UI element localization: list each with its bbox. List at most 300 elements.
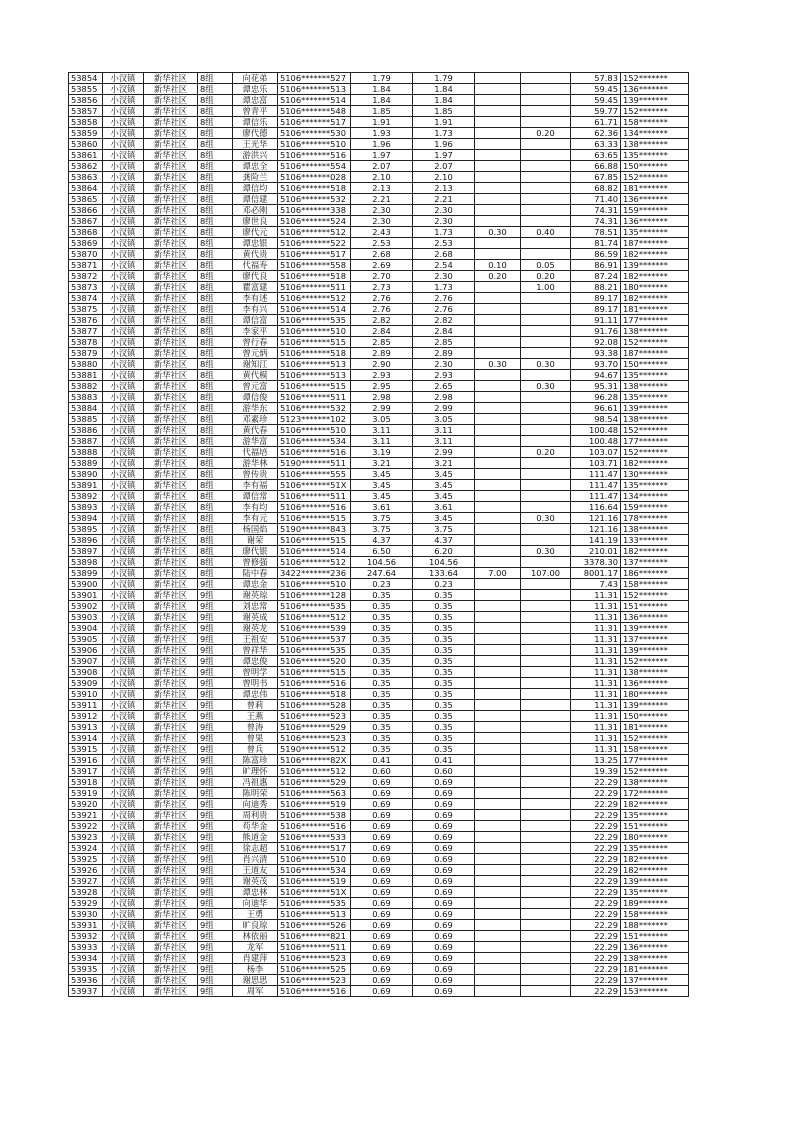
cell-group: 8组 <box>198 249 233 260</box>
cell-area-a: 0.69 <box>413 777 475 788</box>
cell-group: 9组 <box>198 909 233 920</box>
cell-phone-number: 152******* <box>621 447 689 458</box>
cell-phone-number: 181******* <box>621 183 689 194</box>
cell-town: 小汊镇 <box>103 557 144 568</box>
cell-community: 新华社区 <box>144 964 198 975</box>
cell-town: 小汊镇 <box>103 799 144 810</box>
cell-area-a: 0.69 <box>413 931 475 942</box>
cell-area-c <box>521 755 571 766</box>
cell-total-area: 1.79 <box>351 73 413 84</box>
cell-phone-number: 135******* <box>621 392 689 403</box>
cell-id-number: 5106*******519 <box>278 876 351 887</box>
cell-phone-number: 137******* <box>621 557 689 568</box>
cell-town: 小汊镇 <box>103 271 144 282</box>
cell-id-number: 5106*******515 <box>278 513 351 524</box>
cell-community: 新华社区 <box>144 678 198 689</box>
cell-total-area: 2.98 <box>351 392 413 403</box>
cell-area-c <box>521 216 571 227</box>
cell-area-c <box>521 436 571 447</box>
cell-area-c <box>521 458 571 469</box>
cell-town: 小汊镇 <box>103 887 144 898</box>
cell-row-number: 53903 <box>69 612 103 623</box>
cell-community: 新华社区 <box>144 700 198 711</box>
cell-id-number: 5106*******554 <box>278 161 351 172</box>
cell-row-number: 53923 <box>69 832 103 843</box>
table-row <box>69 337 689 348</box>
cell-phone-number: 134******* <box>621 491 689 502</box>
cell-total-area: 0.35 <box>351 590 413 601</box>
table-row <box>69 227 689 238</box>
cell-area-b <box>475 469 521 480</box>
cell-area-c <box>521 931 571 942</box>
cell-town: 小汊镇 <box>103 238 144 249</box>
cell-area-b <box>475 337 521 348</box>
cell-row-number: 53913 <box>69 722 103 733</box>
cell-area-b <box>475 370 521 381</box>
cell-area-c <box>521 238 571 249</box>
cell-community: 新华社区 <box>144 535 198 546</box>
cell-person-name: 冯祖惠 <box>233 777 278 788</box>
cell-area-a: 6.20 <box>413 546 475 557</box>
cell-area-c <box>521 865 571 876</box>
table-row <box>69 414 689 425</box>
cell-row-number: 53907 <box>69 656 103 667</box>
cell-total-area: 2.68 <box>351 249 413 260</box>
cell-person-name: 谢英茂 <box>233 876 278 887</box>
cell-subsidy-amount: 86.91 <box>571 260 621 271</box>
cell-person-name: 谭信俊 <box>233 392 278 403</box>
cell-phone-number: 181******* <box>621 304 689 315</box>
cell-person-name: 龚险兰 <box>233 172 278 183</box>
cell-area-b <box>475 964 521 975</box>
cell-community: 新华社区 <box>144 469 198 480</box>
cell-id-number: 5106*******524 <box>278 216 351 227</box>
cell-area-c <box>521 876 571 887</box>
cell-area-c <box>521 150 571 161</box>
cell-town: 小汊镇 <box>103 458 144 469</box>
table-row <box>69 667 689 678</box>
cell-group: 9组 <box>198 931 233 942</box>
cell-area-b <box>475 139 521 150</box>
table-row <box>69 766 689 777</box>
cell-row-number: 53863 <box>69 172 103 183</box>
cell-phone-number: 137******* <box>621 975 689 986</box>
cell-total-area: 2.82 <box>351 315 413 326</box>
cell-area-c <box>521 733 571 744</box>
cell-area-b <box>475 436 521 447</box>
cell-area-c <box>521 942 571 953</box>
cell-area-c: 0.40 <box>521 227 571 238</box>
cell-total-area: 1.97 <box>351 150 413 161</box>
cell-group: 9组 <box>198 700 233 711</box>
cell-area-a: 0.35 <box>413 744 475 755</box>
cell-subsidy-amount: 88.21 <box>571 282 621 293</box>
table-row <box>69 722 689 733</box>
cell-total-area: 0.35 <box>351 667 413 678</box>
cell-town: 小汊镇 <box>103 711 144 722</box>
cell-area-b: 0.20 <box>475 271 521 282</box>
cell-phone-number: 136******* <box>621 942 689 953</box>
cell-area-b <box>475 348 521 359</box>
cell-town: 小汊镇 <box>103 612 144 623</box>
cell-total-area: 104.56 <box>351 557 413 568</box>
cell-id-number: 5106*******520 <box>278 656 351 667</box>
cell-phone-number: 136******* <box>621 84 689 95</box>
cell-town: 小汊镇 <box>103 579 144 590</box>
cell-town: 小汊镇 <box>103 865 144 876</box>
cell-area-b <box>475 744 521 755</box>
cell-subsidy-amount: 57.83 <box>571 73 621 84</box>
cell-phone-number: 139******* <box>621 403 689 414</box>
cell-town: 小汊镇 <box>103 854 144 865</box>
table-row <box>69 986 689 997</box>
cell-community: 新华社区 <box>144 601 198 612</box>
cell-phone-number: 158******* <box>621 579 689 590</box>
cell-town: 小汊镇 <box>103 491 144 502</box>
cell-row-number: 53912 <box>69 711 103 722</box>
cell-phone-number: 133******* <box>621 535 689 546</box>
cell-area-a: 2.98 <box>413 392 475 403</box>
cell-town: 小汊镇 <box>103 667 144 678</box>
cell-subsidy-amount: 22.29 <box>571 854 621 865</box>
cell-area-b: 7.00 <box>475 568 521 579</box>
table-row <box>69 491 689 502</box>
cell-town: 小汊镇 <box>103 634 144 645</box>
cell-row-number: 53860 <box>69 139 103 150</box>
cell-phone-number: 178******* <box>621 513 689 524</box>
cell-community: 新华社区 <box>144 799 198 810</box>
cell-community: 新华社区 <box>144 315 198 326</box>
cell-id-number: 5106*******515 <box>278 337 351 348</box>
cell-area-a: 0.69 <box>413 986 475 997</box>
cell-person-name: 杨李 <box>233 964 278 975</box>
cell-group: 9组 <box>198 832 233 843</box>
cell-phone-number: 177******* <box>621 755 689 766</box>
cell-community: 新华社区 <box>144 546 198 557</box>
cell-area-a: 3.05 <box>413 414 475 425</box>
cell-subsidy-amount: 89.17 <box>571 293 621 304</box>
cell-total-area: 0.35 <box>351 623 413 634</box>
table-row <box>69 843 689 854</box>
cell-subsidy-amount: 62.36 <box>571 128 621 139</box>
table-row <box>69 656 689 667</box>
cell-group: 9组 <box>198 722 233 733</box>
cell-person-name: 廖代德 <box>233 128 278 139</box>
table-row <box>69 271 689 282</box>
cell-group: 9组 <box>198 898 233 909</box>
cell-row-number: 53937 <box>69 986 103 997</box>
cell-group: 8组 <box>198 348 233 359</box>
cell-row-number: 53895 <box>69 524 103 535</box>
cell-row-number: 53901 <box>69 590 103 601</box>
cell-row-number: 53879 <box>69 348 103 359</box>
table-row <box>69 183 689 194</box>
cell-area-c <box>521 205 571 216</box>
cell-id-number: 5106*******555 <box>278 469 351 480</box>
cell-town: 小汊镇 <box>103 161 144 172</box>
cell-phone-number: 139******* <box>621 623 689 634</box>
cell-person-name: 谭信富 <box>233 315 278 326</box>
cell-phone-number: 139******* <box>621 700 689 711</box>
cell-phone-number: 152******* <box>621 425 689 436</box>
cell-group: 9组 <box>198 711 233 722</box>
cell-id-number: 5106*******51X <box>278 480 351 491</box>
cell-id-number: 5106*******510 <box>278 425 351 436</box>
cell-row-number: 53873 <box>69 282 103 293</box>
cell-id-number: 5106*******534 <box>278 865 351 876</box>
cell-group: 9组 <box>198 623 233 634</box>
cell-area-b <box>475 480 521 491</box>
cell-total-area: 2.21 <box>351 194 413 205</box>
cell-total-area: 2.30 <box>351 216 413 227</box>
cell-phone-number: 182******* <box>621 249 689 260</box>
table-row <box>69 898 689 909</box>
cell-group: 8组 <box>198 161 233 172</box>
cell-group: 8组 <box>198 535 233 546</box>
cell-person-name: 廖代元 <box>233 227 278 238</box>
cell-row-number: 53865 <box>69 194 103 205</box>
cell-area-c <box>521 953 571 964</box>
cell-row-number: 53877 <box>69 326 103 337</box>
cell-row-number: 53926 <box>69 865 103 876</box>
cell-group: 9组 <box>198 601 233 612</box>
cell-town: 小汊镇 <box>103 810 144 821</box>
cell-row-number: 53893 <box>69 502 103 513</box>
cell-total-area: 1.85 <box>351 106 413 117</box>
cell-total-area: 2.70 <box>351 271 413 282</box>
cell-area-b <box>475 304 521 315</box>
cell-row-number: 53905 <box>69 634 103 645</box>
cell-person-name: 李有均 <box>233 502 278 513</box>
cell-id-number: 5106*******514 <box>278 546 351 557</box>
cell-phone-number: 159******* <box>621 205 689 216</box>
cell-subsidy-amount: 59.45 <box>571 95 621 106</box>
table-row <box>69 469 689 480</box>
cell-area-c <box>521 315 571 326</box>
cell-id-number: 5106*******535 <box>278 315 351 326</box>
table-row <box>69 931 689 942</box>
cell-area-b <box>475 656 521 667</box>
cell-subsidy-amount: 91.76 <box>571 326 621 337</box>
cell-area-c <box>521 832 571 843</box>
cell-phone-number: 138******* <box>621 326 689 337</box>
cell-row-number: 53854 <box>69 73 103 84</box>
cell-group: 8组 <box>198 403 233 414</box>
cell-total-area: 2.84 <box>351 326 413 337</box>
cell-group: 8组 <box>198 447 233 458</box>
cell-row-number: 53861 <box>69 150 103 161</box>
table-row <box>69 502 689 513</box>
cell-group: 8组 <box>198 425 233 436</box>
cell-total-area: 0.69 <box>351 876 413 887</box>
cell-phone-number: 135******* <box>621 480 689 491</box>
cell-subsidy-amount: 22.29 <box>571 788 621 799</box>
cell-community: 新华社区 <box>144 447 198 458</box>
table-row <box>69 95 689 106</box>
cell-town: 小汊镇 <box>103 216 144 227</box>
cell-area-b <box>475 645 521 656</box>
cell-town: 小汊镇 <box>103 964 144 975</box>
table-row <box>69 249 689 260</box>
cell-id-number: 5106*******516 <box>278 986 351 997</box>
cell-total-area: 2.76 <box>351 293 413 304</box>
cell-person-name: 曾莉 <box>233 700 278 711</box>
cell-row-number: 53902 <box>69 601 103 612</box>
cell-area-b <box>475 931 521 942</box>
cell-community: 新华社区 <box>144 106 198 117</box>
cell-row-number: 53929 <box>69 898 103 909</box>
cell-person-name: 谭忠银 <box>233 238 278 249</box>
cell-subsidy-amount: 68.82 <box>571 183 621 194</box>
cell-row-number: 53886 <box>69 425 103 436</box>
cell-person-name: 黄代模 <box>233 370 278 381</box>
cell-total-area: 3.75 <box>351 513 413 524</box>
cell-group: 8组 <box>198 392 233 403</box>
cell-group: 9组 <box>198 733 233 744</box>
cell-area-b <box>475 458 521 469</box>
cell-subsidy-amount: 22.29 <box>571 865 621 876</box>
cell-id-number: 5106*******518 <box>278 271 351 282</box>
cell-community: 新华社区 <box>144 271 198 282</box>
cell-subsidy-amount: 19.39 <box>571 766 621 777</box>
cell-person-name: 旷良琼 <box>233 920 278 931</box>
table-row <box>69 205 689 216</box>
cell-id-number: 5106*******532 <box>278 403 351 414</box>
cell-area-a: 0.69 <box>413 788 475 799</box>
cell-group: 8组 <box>198 458 233 469</box>
cell-area-c <box>521 964 571 975</box>
cell-total-area: 2.76 <box>351 304 413 315</box>
cell-subsidy-amount: 111.47 <box>571 480 621 491</box>
cell-town: 小汊镇 <box>103 700 144 711</box>
cell-area-c <box>521 403 571 414</box>
cell-subsidy-amount: 100.48 <box>571 425 621 436</box>
cell-subsidy-amount: 92.08 <box>571 337 621 348</box>
cell-row-number: 53894 <box>69 513 103 524</box>
cell-phone-number: 138******* <box>621 524 689 535</box>
cell-area-b <box>475 876 521 887</box>
cell-town: 小汊镇 <box>103 84 144 95</box>
cell-subsidy-amount: 22.29 <box>571 832 621 843</box>
cell-community: 新华社区 <box>144 304 198 315</box>
cell-total-area: 0.69 <box>351 931 413 942</box>
cell-community: 新华社区 <box>144 150 198 161</box>
cell-area-a: 3.45 <box>413 491 475 502</box>
cell-subsidy-amount: 22.29 <box>571 986 621 997</box>
cell-row-number: 53881 <box>69 370 103 381</box>
cell-town: 小汊镇 <box>103 139 144 150</box>
cell-town: 小汊镇 <box>103 986 144 997</box>
cell-area-c <box>521 183 571 194</box>
cell-area-b <box>475 106 521 117</box>
cell-total-area: 0.35 <box>351 733 413 744</box>
cell-id-number: 5106*******535 <box>278 645 351 656</box>
cell-person-name: 周利贵 <box>233 810 278 821</box>
cell-person-name: 曾修强 <box>233 557 278 568</box>
cell-id-number: 5106*******530 <box>278 128 351 139</box>
cell-person-name: 曾行春 <box>233 337 278 348</box>
cell-total-area: 2.30 <box>351 205 413 216</box>
cell-community: 新华社区 <box>144 656 198 667</box>
cell-area-b <box>475 128 521 139</box>
cell-id-number: 5106*******514 <box>278 95 351 106</box>
cell-id-number: 5106*******028 <box>278 172 351 183</box>
cell-area-c: 0.05 <box>521 260 571 271</box>
cell-total-area: 3.45 <box>351 469 413 480</box>
cell-area-b <box>475 381 521 392</box>
cell-area-a: 3.75 <box>413 524 475 535</box>
cell-area-a: 0.35 <box>413 623 475 634</box>
cell-town: 小汊镇 <box>103 480 144 491</box>
cell-town: 小汊镇 <box>103 689 144 700</box>
cell-area-a: 0.41 <box>413 755 475 766</box>
cell-town: 小汊镇 <box>103 568 144 579</box>
cell-area-a: 0.35 <box>413 601 475 612</box>
cell-group: 9组 <box>198 788 233 799</box>
cell-town: 小汊镇 <box>103 931 144 942</box>
cell-row-number: 53919 <box>69 788 103 799</box>
cell-area-c <box>521 634 571 645</box>
cell-id-number: 5123*******102 <box>278 414 351 425</box>
cell-group: 8组 <box>198 139 233 150</box>
cell-area-b <box>475 502 521 513</box>
cell-town: 小汊镇 <box>103 722 144 733</box>
cell-phone-number: 152******* <box>621 590 689 601</box>
cell-town: 小汊镇 <box>103 843 144 854</box>
cell-subsidy-amount: 22.29 <box>571 964 621 975</box>
cell-person-name: 李有述 <box>233 293 278 304</box>
cell-group: 8组 <box>198 557 233 568</box>
cell-subsidy-amount: 22.29 <box>571 810 621 821</box>
cell-person-name: 游华富 <box>233 436 278 447</box>
cell-total-area: 2.73 <box>351 282 413 293</box>
cell-row-number: 53898 <box>69 557 103 568</box>
cell-phone-number: 137******* <box>621 634 689 645</box>
cell-phone-number: 182******* <box>621 293 689 304</box>
cell-phone-number: 189******* <box>621 898 689 909</box>
cell-area-b <box>475 766 521 777</box>
cell-area-b <box>475 579 521 590</box>
cell-group: 9组 <box>198 942 233 953</box>
cell-row-number: 53933 <box>69 942 103 953</box>
cell-area-a: 0.69 <box>413 942 475 953</box>
table-row <box>69 810 689 821</box>
table-row <box>69 293 689 304</box>
cell-person-name: 廖代银 <box>233 546 278 557</box>
cell-area-a: 2.13 <box>413 183 475 194</box>
cell-person-name: 廖世良 <box>233 216 278 227</box>
table-row <box>69 689 689 700</box>
cell-group: 9组 <box>198 865 233 876</box>
cell-town: 小汊镇 <box>103 469 144 480</box>
cell-area-a: 0.69 <box>413 865 475 876</box>
cell-row-number: 53909 <box>69 678 103 689</box>
cell-community: 新华社区 <box>144 161 198 172</box>
cell-area-c: 0.30 <box>521 546 571 557</box>
cell-person-name: 李有福 <box>233 480 278 491</box>
cell-town: 小汊镇 <box>103 898 144 909</box>
table-row <box>69 909 689 920</box>
cell-person-name: 谭忠全 <box>233 161 278 172</box>
cell-area-b <box>475 788 521 799</box>
cell-group: 8组 <box>198 73 233 84</box>
cell-person-name: 谭忠乐 <box>233 84 278 95</box>
cell-community: 新华社区 <box>144 986 198 997</box>
cell-id-number: 5106*******513 <box>278 909 351 920</box>
table-row <box>69 370 689 381</box>
cell-town: 小汊镇 <box>103 546 144 557</box>
cell-row-number: 53892 <box>69 491 103 502</box>
